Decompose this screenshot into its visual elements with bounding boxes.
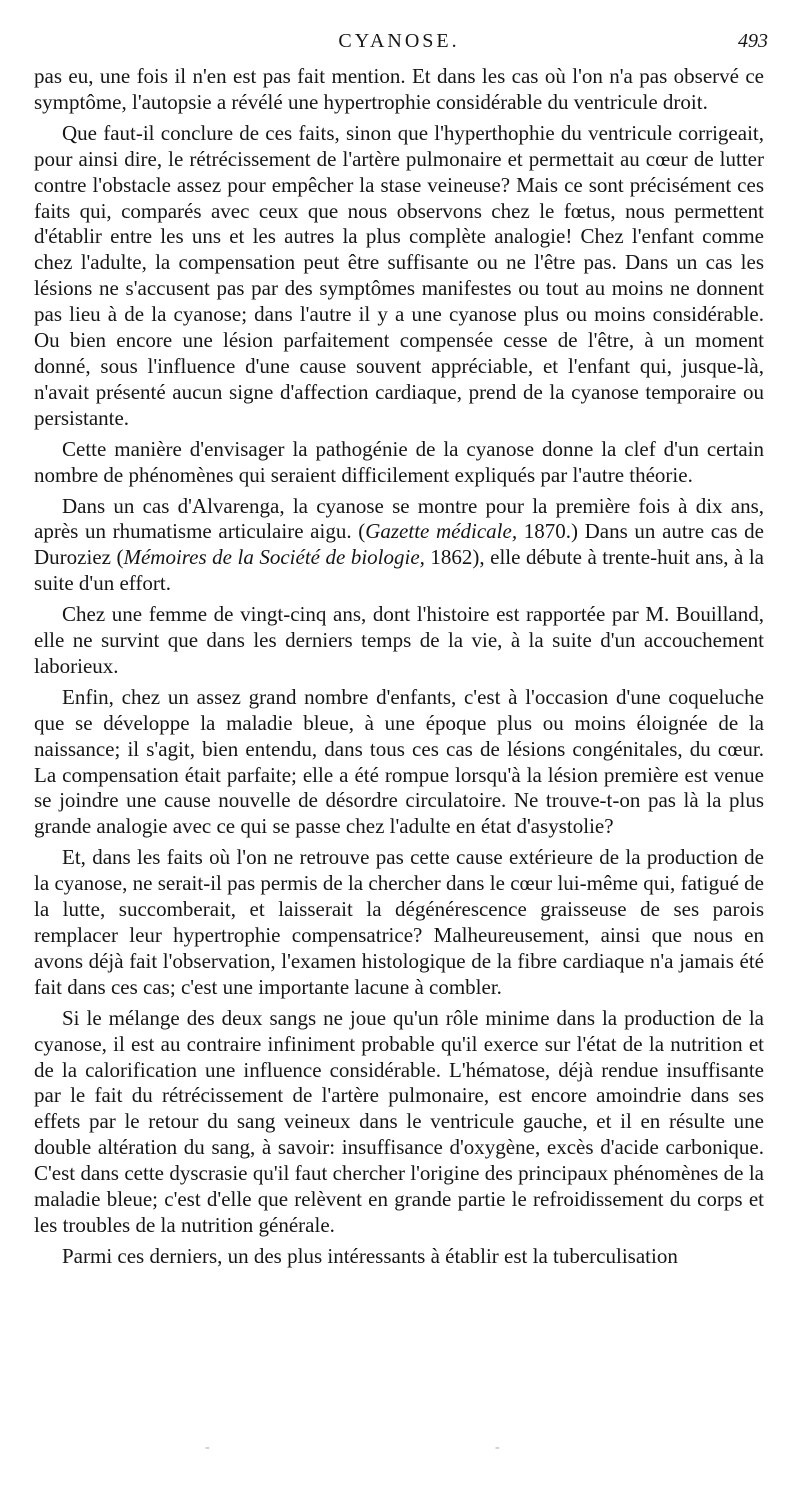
paragraph: pas eu, une fois il n'en est pas fait mention. Et dans les cas où l'on n'a pas observé ce symptôme, l'autopsie a révélé une hypertrophie considérable du ventricule droit.	[34, 64, 764, 114]
paragraph: Enfin, chez un assez grand nombre d'enfants, c'est à l'occasion d'une coqueluche que se développe la maladie bleue, à une époque plus ou moins éloignée de la naissance; il s'agit, bien entendu, dans tous ces cas de lésions congénitales, du cœur. La compensation était parfaite; elle a été rompue lorsqu'à la lésion première est venue se joindre une cause nouvelle de désordre circulatoire. Ne trouve-t-on pas là la plus grande analogie avec ce qui se passe chez l'adulte en état d'asystolie?	[34, 684, 764, 839]
paragraph: Chez une femme de vingt-cinq ans, dont l'histoire est rapportée par M. Bouilland, elle ne survint que dans les derniers temps de la vie, à la suite d'un accouchement laborieux.	[34, 602, 764, 678]
paragraph: Si le mélange des deux sangs ne joue qu'un rôle minime dans la production de la cyanose, il est au contraire infiniment probable qu'il exerce sur l'état de la nutrition et de la calorification une influence considérable. L'hématose, déjà rendue insuffisante par le fait du rétrécissement de l'artère pulmonaire, est encore amoindrie dans ses effets par le retour du sang veineux dans le ventricule gauche, et il en résulte une double altération du sang, à savoir: insuffisance d'oxygène, excès d'acide carbonique. C'est dans cette dyscrasie qu'il faut chercher l'origine des principaux phénomènes de la maladie bleue; c'est d'elle que relèvent en grande partie le refroidissement du corps et les troubles de la nutrition générale.	[34, 1005, 764, 1237]
paragraph	[34, 494, 764, 598]
paragraph-text: 1870.) Dans un autre cas de Duroziez (	[34, 519, 764, 570]
body-text	[34, 64, 764, 1275]
paragraph: Que faut-il conclure de ces faits, sinon que l'hyperthophie du ventricule corrigeait, pour ainsi dire, le rétrécissement de l'artère pulmonaire et permettait au cœur de lutter contre l'obstacle assez pour empêcher la stase veineuse? Mais ce sont précisément ces faits qui, comparés avec ceux que nous observons chez le fœtus, nous permettent d'établir entre les uns et les autres la plus complète analogie! Chez l'enfant comme chez l'adulte, la compensation peut être suffisante ou ne l'être pas. Dans un cas les lésions ne s'accusent pas par des symptômes manifestes ou tout au moins ne donnent pas lieu à de la cyanose; dans l'autre il y a une cyanose plus ou moins considérable. Ou bien encore une lésion parfaitement compensée cesse de l'être, à un moment donné, sous l'influence d'une cause souvent appréciable, et l'enfant qui, jusque-là, n'avait présenté aucun signe d'affection cardiaque, prend de la cyanose temporaire ou persistante.	[34, 120, 764, 430]
journal-citation: Gazette médicale,	[365, 519, 518, 544]
page-number: 493	[738, 30, 768, 52]
running-head	[30, 30, 768, 58]
running-title: CYANOSE.	[338, 30, 460, 52]
paragraph: Parmi ces derniers, un des plus intéressants à établir est la tuberculisation	[62, 1243, 678, 1268]
journal-citation: Mémoires de la Société de biologie,	[123, 545, 425, 570]
paragraph: Et, dans les faits où l'on ne retrouve pas cette cause extérieure de la production de la cyanose, ne serait-il pas permis de la chercher dans le cœur lui-même qui, fatigué de la lutte, succomberait, et laisserait la dégénérescence graisseuse de ses parois remplacer leur hypertrophie compensatrice? Malheureusement, ainsi que nous en avons déjà fait l'observation, l'examen histologique de la fibre cardiaque n'a jamais été fait dans ces cas; c'est une importante lacune à combler.	[34, 845, 764, 999]
footer-mark: -	[205, 1440, 210, 1455]
paragraph-text: Dans un cas d'Alvarenga, la cyanose se montre pour la première fois à dix ans, après un rhumatisme articulaire aigu. (	[34, 493, 764, 544]
paragraph-text: 1862), elle débute à trente-huit ans, à la suite d'un effort.	[34, 545, 764, 596]
paragraph: Cette manière d'envisager la pathogénie de la cyanose donne la clef d'un certain nombre de phénomènes qui seraient difficilement expliqués par l'autre théorie.	[34, 436, 764, 487]
footer-mark: -	[495, 1440, 500, 1455]
